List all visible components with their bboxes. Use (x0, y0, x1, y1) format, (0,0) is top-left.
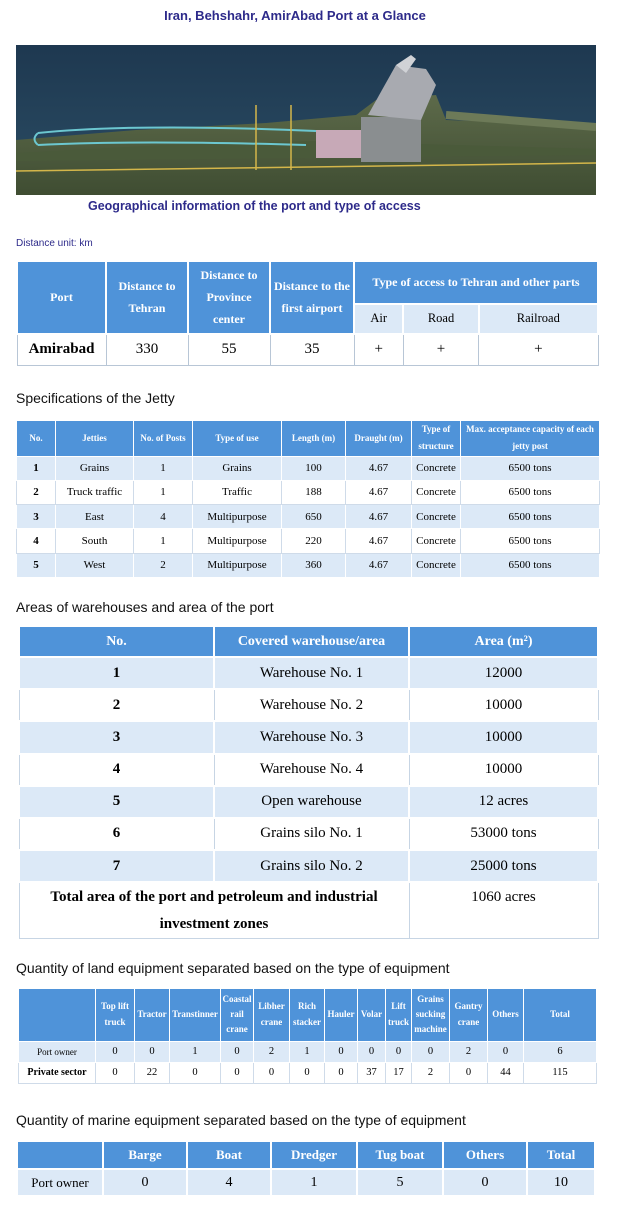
province-distance-header: Distance to Province center (188, 261, 270, 334)
port-header: Port (17, 261, 106, 334)
table-cell: Grains (193, 456, 282, 480)
table-cell: 7 (19, 850, 214, 882)
table-cell: Grains silo No. 1 (214, 818, 409, 850)
table-header: Others (488, 989, 524, 1042)
table-cell: 10 (527, 1169, 595, 1196)
table-cell: 4.67 (346, 553, 412, 577)
road-header: Road (403, 304, 478, 334)
table-header: Type of use (193, 421, 282, 457)
access-type-header: Type of access to Tehran and other parts (354, 261, 598, 304)
table-header: Coastal rail crane (221, 989, 254, 1042)
table-cell: 650 (282, 505, 346, 529)
table-cell: Warehouse No. 2 (214, 689, 409, 721)
table-cell: 0 (488, 1041, 524, 1062)
table-header: No. (17, 421, 56, 457)
railroad-header: Railroad (479, 304, 598, 334)
table-cell: 100 (282, 456, 346, 480)
table-cell: Open warehouse (214, 786, 409, 818)
port-name-cell: Amirabad (17, 334, 106, 366)
table-header: Libher crane (254, 989, 290, 1042)
table-cell: 4.67 (346, 480, 412, 504)
page-title: Iran, Behshahr, AmirAbad Port at a Glance (164, 8, 426, 23)
tehran-distance-cell: 330 (106, 334, 188, 366)
table-cell: 6 (19, 818, 214, 850)
table-cell: 2 (450, 1041, 488, 1062)
table-cell: Concrete (412, 553, 461, 577)
table-cell: 0 (450, 1062, 488, 1083)
table-cell: 17 (386, 1062, 412, 1083)
table-cell: 10000 (409, 754, 598, 786)
table-header: Others (443, 1141, 527, 1169)
table-row (17, 480, 600, 504)
table-cell: 0 (96, 1062, 135, 1083)
table-cell: 4 (17, 529, 56, 553)
table-cell: 4.67 (346, 456, 412, 480)
table-cell: 0 (254, 1062, 290, 1083)
table-cell: 5 (357, 1169, 443, 1196)
table-header: Top lift truck (96, 989, 135, 1042)
table-cell: 0 (170, 1062, 221, 1083)
marine-equipment-table (16, 1140, 596, 1197)
table-cell: 22 (135, 1062, 170, 1083)
table-cell: 10000 (409, 689, 598, 721)
table-cell: 1 (134, 456, 193, 480)
jetty-table (16, 420, 600, 578)
table-cell: 0 (325, 1041, 358, 1062)
table-header: Total (527, 1141, 595, 1169)
table-cell: Multipurpose (193, 505, 282, 529)
table-cell: 37 (358, 1062, 386, 1083)
table-row (19, 850, 598, 882)
table-row (17, 553, 600, 577)
table-cell: 10000 (409, 721, 598, 753)
table-cell: 5 (19, 786, 214, 818)
table-cell: 1 (134, 480, 193, 504)
table-header: Type of structure (412, 421, 461, 457)
marine-equipment-heading: Quantity of marine equipment separated based on the type of equipment (16, 1112, 466, 1128)
distance-unit-note: Distance unit: km (16, 238, 93, 249)
warehouse-table (18, 625, 599, 939)
table-cell: Warehouse No. 3 (214, 721, 409, 753)
province-distance-cell: 55 (188, 334, 270, 366)
land-equipment-heading: Quantity of land equipment separated based on the type of equipment (16, 960, 450, 976)
table-row (17, 456, 600, 480)
table-cell: 0 (135, 1041, 170, 1062)
row-label: Private sector (19, 1062, 96, 1083)
table-cell: 0 (386, 1041, 412, 1062)
table-cell: 2 (17, 480, 56, 504)
table-cell: 12000 (409, 657, 598, 689)
table-cell: 3 (17, 505, 56, 529)
table-cell: 4 (134, 505, 193, 529)
table-cell: Concrete (412, 456, 461, 480)
air-header: Air (354, 304, 403, 334)
table-header: Length (m) (282, 421, 346, 457)
table-cell: 360 (282, 553, 346, 577)
total-area-value: 1060 acres (409, 882, 598, 938)
table-header: No. (19, 626, 214, 657)
table-cell: 220 (282, 529, 346, 553)
table-cell: 2 (134, 553, 193, 577)
table-header: Hauler (325, 989, 358, 1042)
table-header: Volar (358, 989, 386, 1042)
table-header: Gantry crane (450, 989, 488, 1042)
table-row (17, 529, 600, 553)
table-cell: 44 (488, 1062, 524, 1083)
table-cell: 6 (524, 1041, 597, 1062)
table-cell: 0 (325, 1062, 358, 1083)
jetty-heading: Specifications of the Jetty (16, 390, 175, 406)
air-access-cell: + (354, 334, 403, 366)
table-cell: 6500 tons (461, 553, 600, 577)
table-cell: East (56, 505, 134, 529)
table-header: Covered warehouse/area (214, 626, 409, 657)
table-cell: 4 (19, 754, 214, 786)
distance-table (16, 260, 599, 366)
table-cell: 2 (19, 689, 214, 721)
table-header: No. of Posts (134, 421, 193, 457)
table-cell: Warehouse No. 1 (214, 657, 409, 689)
tehran-distance-header: Distance to Tehran (106, 261, 188, 334)
table-cell: 0 (443, 1169, 527, 1196)
table-cell: Concrete (412, 505, 461, 529)
table-cell: 5 (17, 553, 56, 577)
railroad-access-cell: + (479, 334, 598, 366)
table-cell: 1 (290, 1041, 325, 1062)
table-cell: Multipurpose (193, 553, 282, 577)
table-row (17, 505, 600, 529)
table-cell: 53000 tons (409, 818, 598, 850)
table-cell: Warehouse No. 4 (214, 754, 409, 786)
table-cell: 1 (19, 657, 214, 689)
table-header: Max. acceptance capacity of each jetty post (461, 421, 600, 457)
table-header: Jetties (56, 421, 134, 457)
table-row (17, 1169, 595, 1196)
table-header (17, 1141, 103, 1169)
row-label: Port owner (17, 1169, 103, 1196)
table-cell: 0 (221, 1041, 254, 1062)
table-cell: 0 (290, 1062, 325, 1083)
table-cell: Multipurpose (193, 529, 282, 553)
table-cell: 2 (412, 1062, 450, 1083)
table-cell: 6500 tons (461, 529, 600, 553)
table-cell: 188 (282, 480, 346, 504)
table-cell: 4 (187, 1169, 271, 1196)
table-cell: Truck traffic (56, 480, 134, 504)
table-cell: 1 (170, 1041, 221, 1062)
table-cell: 12 acres (409, 786, 598, 818)
table-header: Tug boat (357, 1141, 443, 1169)
table-cell: 1 (271, 1169, 357, 1196)
airport-distance-header: Distance to the first airport (270, 261, 354, 334)
road-access-cell: + (403, 334, 478, 366)
table-cell: 3 (19, 721, 214, 753)
table-header: Area (m²) (409, 626, 598, 657)
table-cell: Traffic (193, 480, 282, 504)
table-header: Transtinner (170, 989, 221, 1042)
table-cell: Concrete (412, 480, 461, 504)
table-cell: 6500 tons (461, 456, 600, 480)
table-header: Dredger (271, 1141, 357, 1169)
table-header: Total (524, 989, 597, 1042)
port-aerial-photo (16, 45, 596, 195)
table-row (19, 818, 598, 850)
table-cell: 0 (358, 1041, 386, 1062)
table-row (19, 657, 598, 689)
table-cell: Grains (56, 456, 134, 480)
table-cell: 0 (96, 1041, 135, 1062)
table-row (19, 721, 598, 753)
table-header: Boat (187, 1141, 271, 1169)
table-row (19, 882, 598, 938)
table-header: Lift truck (386, 989, 412, 1042)
table-row (19, 1062, 597, 1083)
table-cell: 25000 tons (409, 850, 598, 882)
table-cell: 2 (254, 1041, 290, 1062)
airport-distance-cell: 35 (270, 334, 354, 366)
row-label: Port owner (19, 1041, 96, 1062)
land-equipment-table (18, 988, 597, 1084)
table-row (19, 689, 598, 721)
table-cell: 6500 tons (461, 480, 600, 504)
table-cell: Grains silo No. 2 (214, 850, 409, 882)
table-row (19, 786, 598, 818)
table-cell: 4.67 (346, 529, 412, 553)
table-cell: West (56, 553, 134, 577)
table-cell: 115 (524, 1062, 597, 1083)
table-cell: 1 (134, 529, 193, 553)
table-header: Grains sucking machine (412, 989, 450, 1042)
table-cell: 0 (221, 1062, 254, 1083)
table-header (19, 989, 96, 1042)
table-cell: 0 (412, 1041, 450, 1062)
table-cell: Concrete (412, 529, 461, 553)
table-cell: 0 (103, 1169, 187, 1196)
table-row (19, 1041, 597, 1062)
total-area-label: Total area of the port and petroleum and industrial investment zones (19, 882, 409, 938)
table-header: Rich stacker (290, 989, 325, 1042)
section-subtitle: Geographical information of the port and type of access (88, 199, 421, 213)
table-cell: 4.67 (346, 505, 412, 529)
table-cell: 6500 tons (461, 505, 600, 529)
table-row (19, 754, 598, 786)
table-header: Barge (103, 1141, 187, 1169)
table-cell: 1 (17, 456, 56, 480)
table-cell: South (56, 529, 134, 553)
table-header: Draught (m) (346, 421, 412, 457)
table-header: Tractor (135, 989, 170, 1042)
warehouse-heading: Areas of warehouses and area of the port (16, 599, 274, 615)
